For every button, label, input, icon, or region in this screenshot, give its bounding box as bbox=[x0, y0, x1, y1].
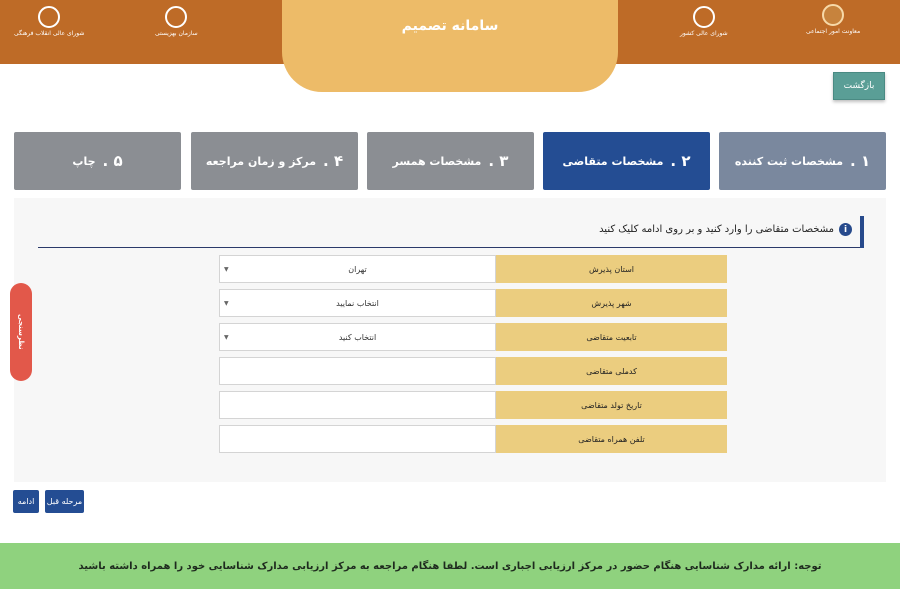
city-value: انتخاب نمایید bbox=[336, 298, 379, 308]
info-accent bbox=[860, 216, 864, 248]
iran-emblem-icon bbox=[693, 6, 715, 28]
birth-date-label: تاریخ تولد متقاضی bbox=[496, 391, 727, 419]
step-5[interactable] bbox=[14, 132, 181, 190]
feedback-label: نظرسنجی bbox=[17, 314, 25, 350]
feedback-side-tab[interactable] bbox=[10, 283, 32, 381]
step-number: ۴ . bbox=[323, 152, 344, 170]
field-nationality bbox=[219, 323, 727, 351]
birth-date-input[interactable] bbox=[219, 391, 496, 419]
chevron-down-icon: ▼ bbox=[224, 300, 229, 307]
field-mobile bbox=[219, 425, 727, 453]
step-label: چاپ bbox=[72, 154, 96, 168]
header-title: سامانه تصمیم bbox=[401, 18, 499, 34]
logo-caption: شورای عالی کشور bbox=[680, 30, 728, 37]
national-code-label: کدملی متقاضی bbox=[496, 357, 727, 385]
step-number: ۲ . bbox=[670, 152, 691, 170]
province-label: استان پذیرش bbox=[496, 255, 727, 283]
step-label: مشخصات متقاضی bbox=[562, 154, 664, 168]
nationality-value: انتخاب کنید bbox=[338, 332, 377, 342]
info-icon: i bbox=[839, 223, 852, 236]
national-code-input[interactable] bbox=[219, 357, 496, 385]
step-4[interactable] bbox=[191, 132, 358, 190]
header-center-tab bbox=[282, 0, 618, 92]
province-select[interactable] bbox=[219, 255, 496, 283]
step-label: مشخصات همسر bbox=[392, 154, 482, 168]
mobile-input[interactable] bbox=[219, 425, 496, 453]
logo-right bbox=[806, 4, 860, 35]
form-panel bbox=[14, 198, 886, 482]
field-birth-date bbox=[219, 391, 727, 419]
emblem-icon bbox=[822, 4, 844, 26]
behzisti-emblem-icon bbox=[165, 6, 187, 28]
logo-behzisti bbox=[155, 6, 198, 37]
step-2[interactable] bbox=[543, 132, 710, 190]
step-number: ۳ . bbox=[488, 152, 509, 170]
prev-step-button[interactable]: مرحله قبل bbox=[45, 490, 84, 513]
mobile-label: تلفن همراه متقاضی bbox=[496, 425, 727, 453]
province-value: تهران bbox=[348, 264, 367, 274]
logo-iran bbox=[680, 6, 728, 37]
city-select[interactable] bbox=[219, 289, 496, 317]
step-number: ۱ . bbox=[850, 152, 871, 170]
back-button[interactable]: بازگشت bbox=[833, 72, 885, 100]
step-number: ۵ . bbox=[102, 152, 123, 170]
step-label: مرکز و زمان مراجعه bbox=[205, 154, 317, 168]
step-label: مشخصات ثبت کننده bbox=[734, 154, 844, 168]
nationality-select[interactable] bbox=[219, 323, 496, 351]
city-label: شهر پذیرش bbox=[496, 289, 727, 317]
notice-banner: توجه: ارائه مدارک شناسایی هنگام حضور در مرکز ارزیابی اجباری است. لطفا هنگام مراجعه به مرکز ارزیابی مدارک شناسایی خود را همراه داشته باشید bbox=[0, 543, 900, 589]
field-province bbox=[219, 255, 727, 283]
info-text: مشخصات متقاضی را وارد کنید و بر روی ادامه کلیک کنید bbox=[599, 224, 834, 235]
step-3[interactable] bbox=[367, 132, 534, 190]
logo-caption: سازمان بهزیستی bbox=[155, 30, 198, 37]
logo-caption: شورای عالی انقلاب فرهنگی bbox=[14, 30, 85, 37]
nationality-label: تابعیت متقاضی bbox=[496, 323, 727, 351]
chevron-down-icon: ▼ bbox=[224, 266, 229, 273]
chevron-down-icon: ▼ bbox=[224, 334, 229, 341]
field-national-code bbox=[219, 357, 727, 385]
step-1[interactable] bbox=[719, 132, 886, 190]
info-bar bbox=[38, 216, 864, 248]
council-emblem-icon bbox=[38, 6, 60, 28]
field-city bbox=[219, 289, 727, 317]
logo-caption: معاونت امور اجتماعی bbox=[806, 28, 861, 35]
logo-left bbox=[14, 6, 84, 37]
continue-button[interactable]: ادامه bbox=[13, 490, 39, 513]
